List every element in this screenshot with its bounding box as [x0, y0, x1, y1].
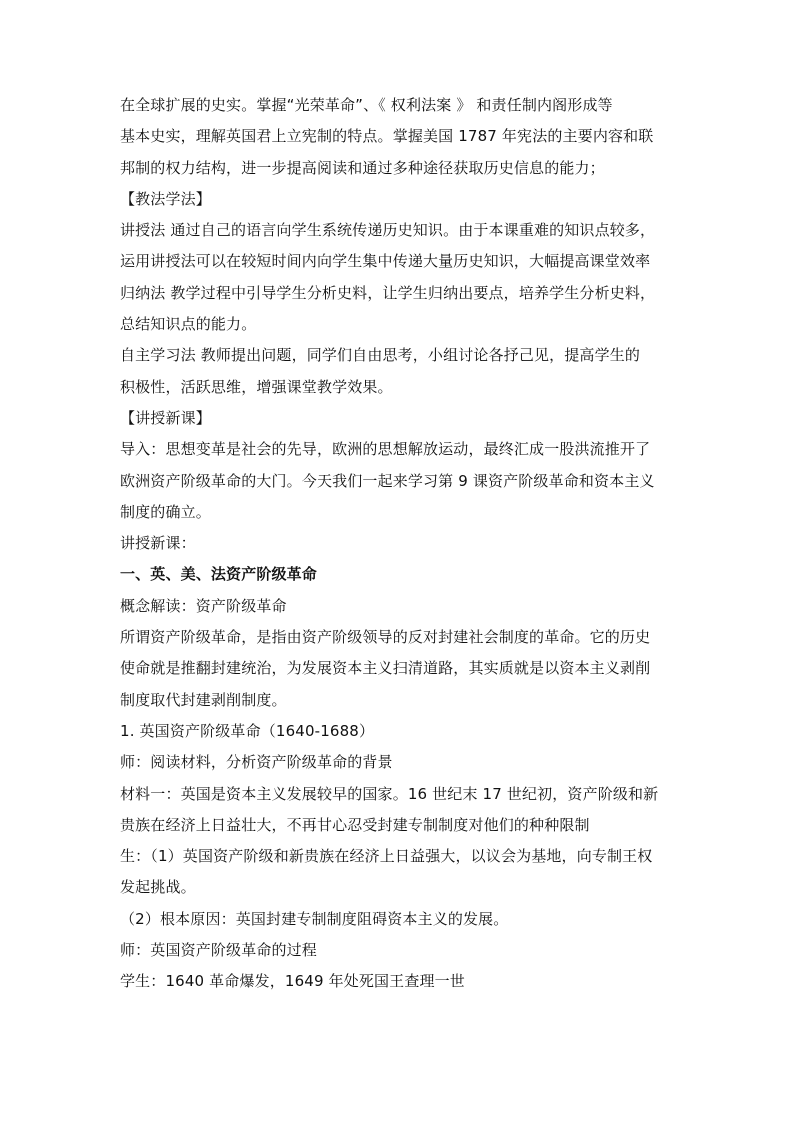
text-line: 学生：1640 革命爆发，1649 年处死国王查理一世: [120, 972, 465, 991]
text-line: 邦制的权力结构，进一步提高阅读和通过多种途径获取历史信息的能力；: [120, 158, 605, 177]
text-line: 在全球扩展的史实。掌握“光荣革命”、《 权利法案 》 和责任制内阁形成等: [120, 96, 613, 114]
text-line: 所谓资产阶级革命，是指由资产阶级领导的反对封建社会制度的革命。它的历史: [120, 628, 651, 647]
text-line: 发起挑战。: [120, 878, 196, 897]
text-line: 积极性，活跃思维，增强课堂教学效果。: [120, 377, 393, 396]
text-line: 总结知识点的能力。: [120, 315, 257, 334]
text-line: 1. 英国资产阶级革命（1640-1688）: [120, 721, 375, 740]
section-heading: 【教法学法】: [120, 189, 211, 208]
text-line: 制度取代封建剥削制度。: [120, 690, 287, 709]
text-line: 基本史实，理解英国君上立宪制的特点。掌握美国 1787 年宪法的主要内容和联: [120, 127, 654, 146]
text-line: 使命就是推翻封建统治，为发展资本主义扫清道路，其实质就是以资本主义剥削: [120, 659, 651, 678]
text-line: 归纳法 教学过程中引导学生分析史料，让学生归纳出要点，培养学生分析史料，: [120, 283, 656, 302]
section-heading: 【讲授新课】: [120, 408, 211, 427]
text-line: 讲授法 通过自己的语言向学生系统传递历史知识。由于本课重难的知识点较多，: [120, 221, 656, 240]
text-line: 师：阅读材料，分析资产阶级革命的背景: [120, 753, 393, 772]
text-line: 制度的确立。: [120, 502, 211, 521]
text-line: 贵族在经济上日益壮大，不再甘心忍受封建专制制度对他们的种种限制: [120, 815, 590, 834]
text-line: 材料一：英国是资本主义发展较早的国家。16 世纪末 17 世纪初，资产阶级和新: [120, 784, 659, 803]
document-page: [120, 90, 680, 998]
text-line: 讲授新课：: [120, 534, 196, 553]
text-line: 导入：思想变革是社会的先导，欧洲的思想解放运动，最终汇成一股洪流推开了: [120, 440, 651, 459]
text-line: 自主学习法 教师提出问题，同学们自由思考，小组讨论各抒己见，提高学生的: [120, 346, 641, 365]
text-line: 欧洲资产阶级革命的大门。今天我们一起来学习第 9 课资产阶级革命和资本主义: [120, 471, 655, 490]
text-line: 师：英国资产阶级革命的过程: [120, 941, 317, 960]
text-line: 生：（1）英国资产阶级和新贵族在经济上日益强大，以议会为基地，向专制王权: [120, 847, 653, 866]
text-line: （2）根本原因：英国封建专制制度阻碍资本主义的发展。: [120, 909, 509, 928]
bold-heading: 一、英、美、法资产阶级革命: [120, 565, 317, 584]
text-line: 概念解读：资产阶级革命: [120, 596, 287, 615]
text-line: 运用讲授法可以在较短时间内向学生集中传递大量历史知识，大幅提高课堂效率: [120, 252, 651, 271]
